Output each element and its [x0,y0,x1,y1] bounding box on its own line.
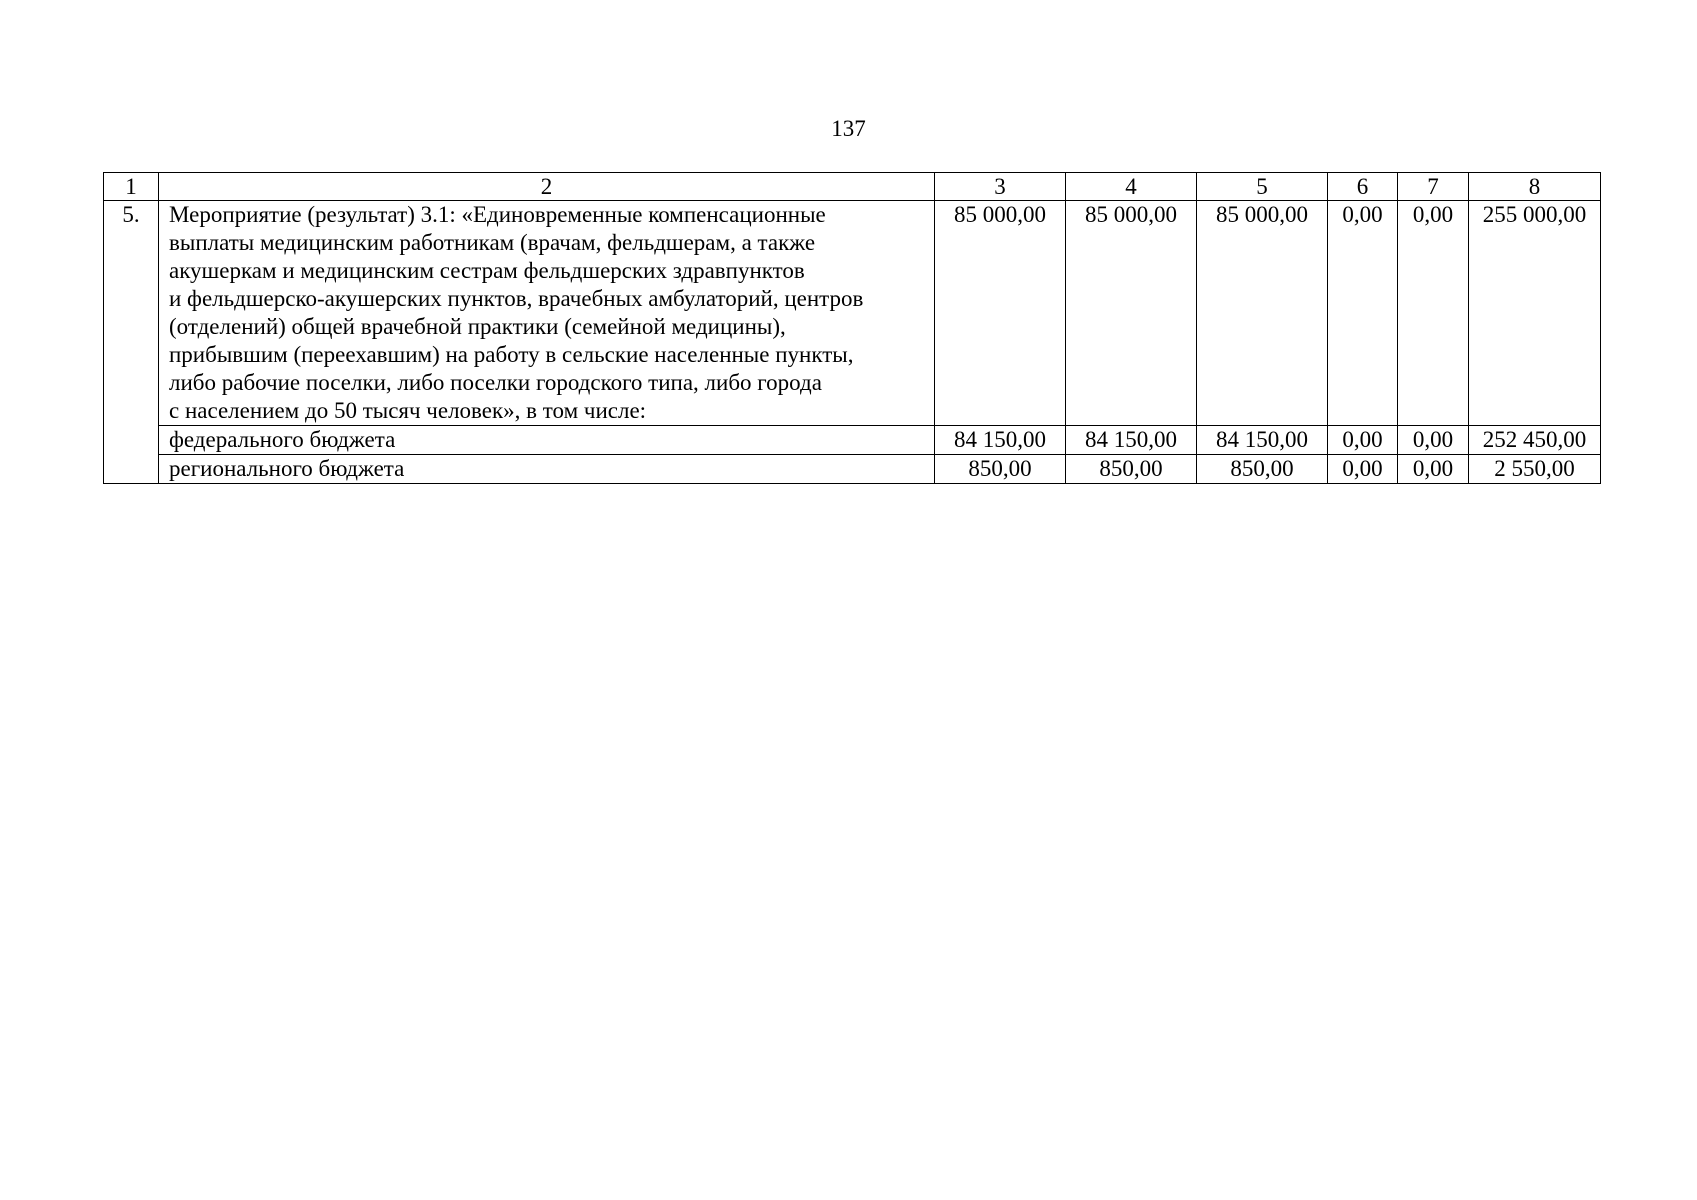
value-cell: 85 000,00 [1066,201,1197,426]
value-cell: 84 150,00 [1197,426,1328,455]
table-row [104,201,1601,426]
description-line: акушеркам и медицинским сестрам фельдшерских здравпунктов [169,258,805,283]
value-cell: 0,00 [1398,426,1469,455]
header-cell-4: 4 [1066,173,1197,201]
value-cell: 0,00 [1328,201,1398,426]
description-line: (отделений) общей врачебной практики (семейной медицины), [169,314,786,339]
header-cell-2: 2 [159,173,935,201]
header-cell-6: 6 [1328,173,1398,201]
value-cell: 84 150,00 [935,426,1066,455]
header-cell-7: 7 [1398,173,1469,201]
description-line: прибывшим (переехавшим) на работу в сельские населенные пункты, [169,342,854,367]
description-line: либо рабочие поселки, либо поселки городского типа, либо города [169,370,822,395]
header-cell-8: 8 [1469,173,1601,201]
row-number: 5. [104,201,159,484]
value-cell: 850,00 [1066,455,1197,484]
table-row [104,455,1601,484]
value-cell: 850,00 [1197,455,1328,484]
table-header-row [104,173,1601,201]
value-cell: 850,00 [935,455,1066,484]
value-cell: 84 150,00 [1066,426,1197,455]
budget-table [103,172,1601,484]
value-cell: 0,00 [1328,426,1398,455]
row-description [159,201,935,426]
value-cell: 252 450,00 [1469,426,1601,455]
value-cell: 0,00 [1398,201,1469,426]
description-line: и фельдшерско-акушерских пунктов, врачебных амбулаторий, центров [169,286,864,311]
table-row [104,426,1601,455]
subrow-label-federal: федерального бюджета [159,426,935,455]
subrow-label-regional: регионального бюджета [159,455,935,484]
description-line: с населением до 50 тысяч человек», в том числе: [169,398,647,423]
description-line: Мероприятие (результат) 3.1: «Единовременные компенсационные [169,202,826,227]
description-line: выплаты медицинским работникам (врачам, фельдшерам, а также [169,230,816,255]
page-number: 137 [831,116,866,141]
value-cell: 255 000,00 [1469,201,1601,426]
header-cell-5: 5 [1197,173,1328,201]
header-cell-1: 1 [104,173,159,201]
value-cell: 85 000,00 [1197,201,1328,426]
value-cell: 0,00 [1398,455,1469,484]
header-cell-3: 3 [935,173,1066,201]
value-cell: 2 550,00 [1469,455,1601,484]
value-cell: 0,00 [1328,455,1398,484]
value-cell: 85 000,00 [935,201,1066,426]
